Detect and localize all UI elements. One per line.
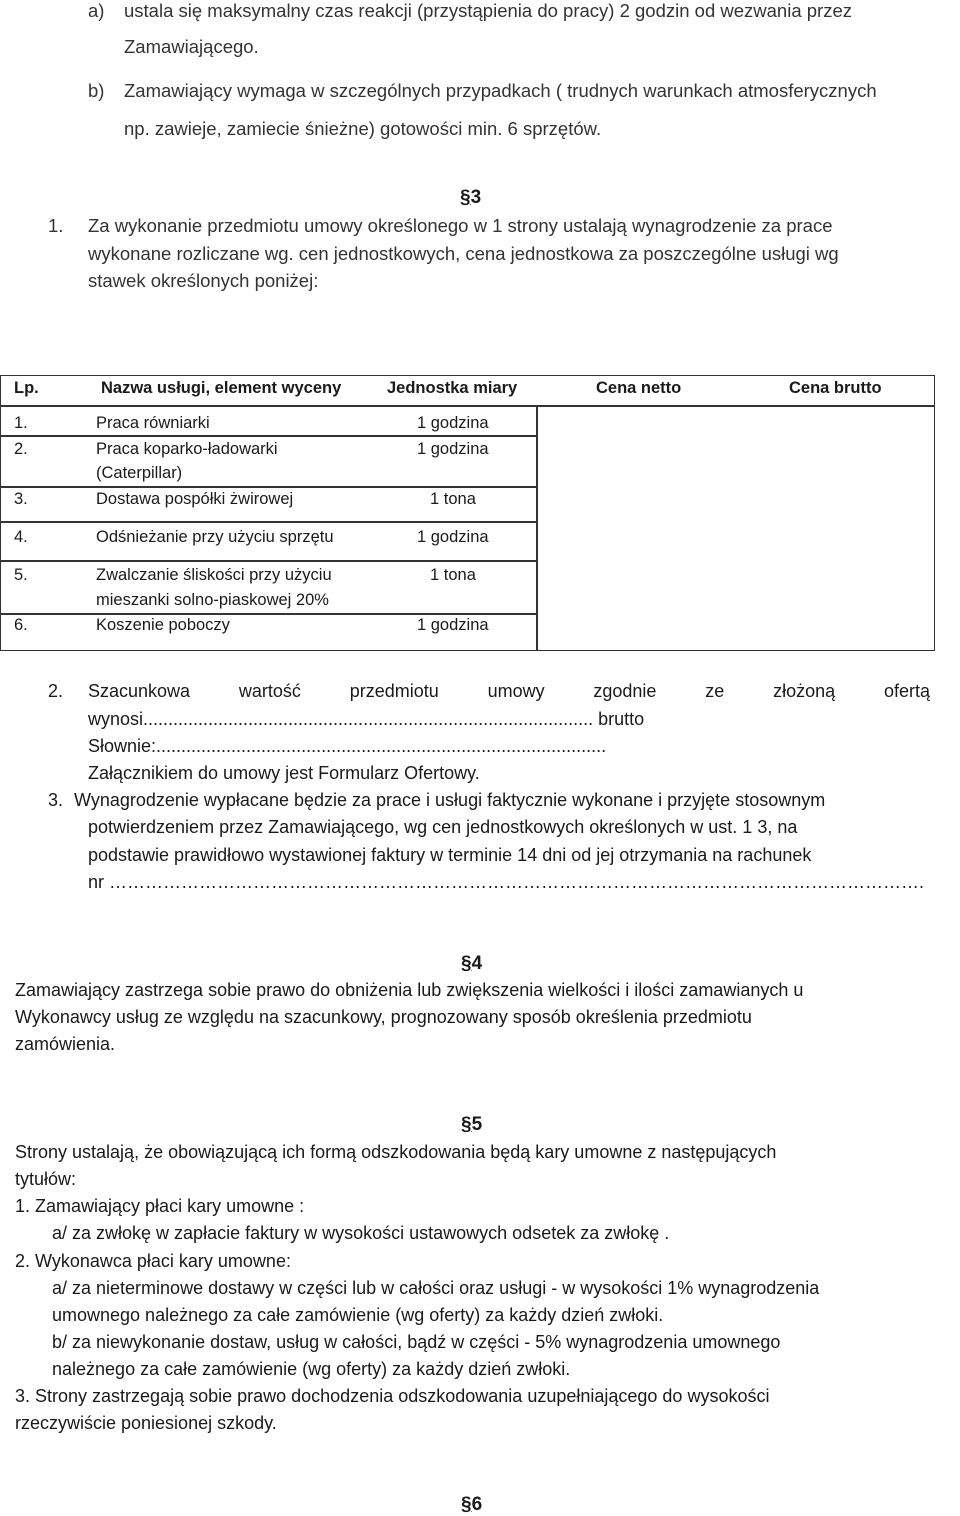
- row-name: Praca równiarki: [96, 414, 210, 432]
- section-6-heading: §6: [461, 1494, 483, 1515]
- section-3-p3-line2: potwierdzeniem przez Zamawiającego, wg cen jednostkowych określonych w ust. 1 3, na: [88, 817, 798, 837]
- header-divider: [0, 405, 935, 407]
- header-name: Nazwa usługi, element wyceny: [101, 379, 342, 397]
- section-sign-icon: §: [460, 187, 471, 208]
- section-3-p3-line1: Wynagrodzenie wypłacane będzie za prace i usługi faktycznie wykonane i przyjęte stosownym: [74, 790, 826, 810]
- row-name: Dostawa pospółki żwirowej: [96, 490, 294, 508]
- item-b-label: b): [88, 80, 105, 101]
- section-4-heading: §4: [461, 953, 483, 974]
- row-unit: 1 tona: [430, 490, 476, 508]
- section-5-heading: §5: [461, 1114, 483, 1135]
- section-5-item3-line1: 3. Strony zastrzegają sobie prawo dochodzenia odszkodowania uzupełniającego do wysokości: [15, 1386, 770, 1406]
- row-name-cont: mieszanki solno-piaskowej 20%: [96, 591, 329, 609]
- row-name-cont: (Caterpillar): [96, 464, 183, 482]
- section-3-p3-line4: nr ……………………………………………………………………………………………………………………….: [88, 872, 925, 892]
- header-gross-price: Cena brutto: [789, 379, 882, 397]
- section-3-p3-num: 3.: [48, 790, 64, 810]
- row-unit: 1 godzina: [417, 440, 489, 458]
- row-divider: [0, 435, 536, 437]
- row-name: Koszenie poboczy: [96, 616, 230, 634]
- section-3-p2-num: 2.: [48, 681, 64, 701]
- section-sign-icon: §: [461, 953, 472, 974]
- section-5-item2a-line1: a/ za nieterminowe dostawy w części lub w całości oraz usługi - w wysokości 1% wynagrodzenia: [52, 1278, 820, 1298]
- header-lp: Lp.: [14, 379, 39, 397]
- section-5-item2a-line2: umownego należnego za całe zamówienie (wg oferty) za każdy dzień zwłoki.: [52, 1305, 664, 1325]
- section-3-p1-line1: Za wykonanie przedmiotu umowy określonego w 1 strony ustalają wynagrodzenie za prace: [88, 215, 833, 236]
- section-3-p1-line2: wykonane rozliczane wg. cen jednostkowych, cena jednostkowa za poszczególne usługi wg: [88, 243, 839, 264]
- row-name: Zwalczanie śliskości przy użyciu: [96, 566, 332, 584]
- section-5-item2b-line1: b/ za niewykonanie dostaw, usług w całości, bądź w części - 5% wynagrodzenia umownego: [52, 1332, 781, 1352]
- row-lp: 4.: [14, 528, 28, 546]
- section-3-p2-line3: Słownie:..........................................................................................: [88, 736, 607, 756]
- item-a-label: a): [88, 0, 105, 21]
- section-3-p1-num: 1.: [48, 215, 64, 236]
- row-divider: [0, 613, 536, 615]
- item-b-line1: Zamawiający wymaga w szczególnych przypadkach ( trudnych warunkach atmosferycznych: [124, 80, 877, 101]
- section-5-item1a: a/ za zwłokę w zapłacie faktury w wysokości ustawowych odsetek za zwłokę .: [52, 1223, 670, 1243]
- section-3-p2-line2: wynosi.......................................................................................... brutto: [88, 709, 645, 729]
- section-sign-icon: §: [461, 1114, 472, 1135]
- section-3-p3-line3: podstawie prawidłowo wystawionej faktury w terminie 14 dni od jej otrzymania na rachunek: [88, 845, 812, 865]
- section-3-p2-line1: Szacunkowa wartość przedmiotu umowy zgodnie ze złożoną ofertą: [88, 681, 930, 701]
- row-name: Praca koparko-ładowarki: [96, 440, 278, 458]
- section-5-item2: 2. Wykonawca płaci kary umowne:: [15, 1251, 291, 1271]
- row-divider: [0, 486, 536, 488]
- section-sign-icon: §: [461, 1494, 472, 1515]
- section-4-line3: zamówienia.: [15, 1034, 116, 1054]
- row-unit: 1 godzina: [417, 528, 489, 546]
- section-3-heading: §3: [460, 187, 482, 208]
- section-3-p1-line3: stawek określonych poniżej:: [88, 270, 319, 291]
- item-a-line2: Zamawiającego.: [124, 36, 259, 57]
- row-lp: 1.: [14, 414, 28, 432]
- row-unit: 1 godzina: [417, 616, 489, 634]
- row-lp: 3.: [14, 490, 28, 508]
- section-4-line2: Wykonawcy usług ze względu na szacunkowy, prognozowany sposób określenia przedmiotu: [15, 1007, 752, 1027]
- section-3-p2-line4: Załącznikiem do umowy jest Formularz Ofertowy.: [88, 763, 480, 783]
- row-lp: 6.: [14, 616, 28, 634]
- header-unit: Jednostka miary: [387, 379, 518, 397]
- row-name: Odśnieżanie przy użyciu sprzętu: [96, 528, 334, 546]
- row-divider: [0, 560, 536, 562]
- section-5-item3-line2: rzeczywiście poniesionej szkody.: [15, 1413, 277, 1433]
- section-5-intro2: tytułów:: [15, 1169, 77, 1189]
- section-5-item1: 1. Zamawiający płaci kary umowne :: [15, 1196, 305, 1216]
- section-5-intro1: Strony ustalają, że obowiązującą ich formą odszkodowania będą kary umowne z następujących: [15, 1142, 777, 1162]
- header-net-price: Cena netto: [596, 379, 682, 397]
- item-b-line2: np. zawieje, zamiecie śnieżne) gotowości min. 6 sprzętów.: [124, 118, 602, 139]
- row-unit: 1 tona: [430, 566, 476, 584]
- row-unit: 1 godzina: [417, 414, 489, 432]
- section-4-line1: Zamawiający zastrzega sobie prawo do obniżenia lub zwiększenia wielkości i ilości zamawianych u: [15, 980, 804, 1000]
- section-5-item2b-line2: należnego za całe zamówienie (wg oferty) za każdy dzień zwłoki.: [52, 1359, 571, 1379]
- unit-column-divider: [536, 405, 538, 651]
- row-lp: 2.: [14, 440, 28, 458]
- item-a-line1: ustala się maksymalny czas reakcji (przystąpienia do pracy) 2 godzin od wezwania przez: [124, 0, 852, 21]
- row-lp: 5.: [14, 566, 28, 584]
- row-divider: [0, 521, 536, 523]
